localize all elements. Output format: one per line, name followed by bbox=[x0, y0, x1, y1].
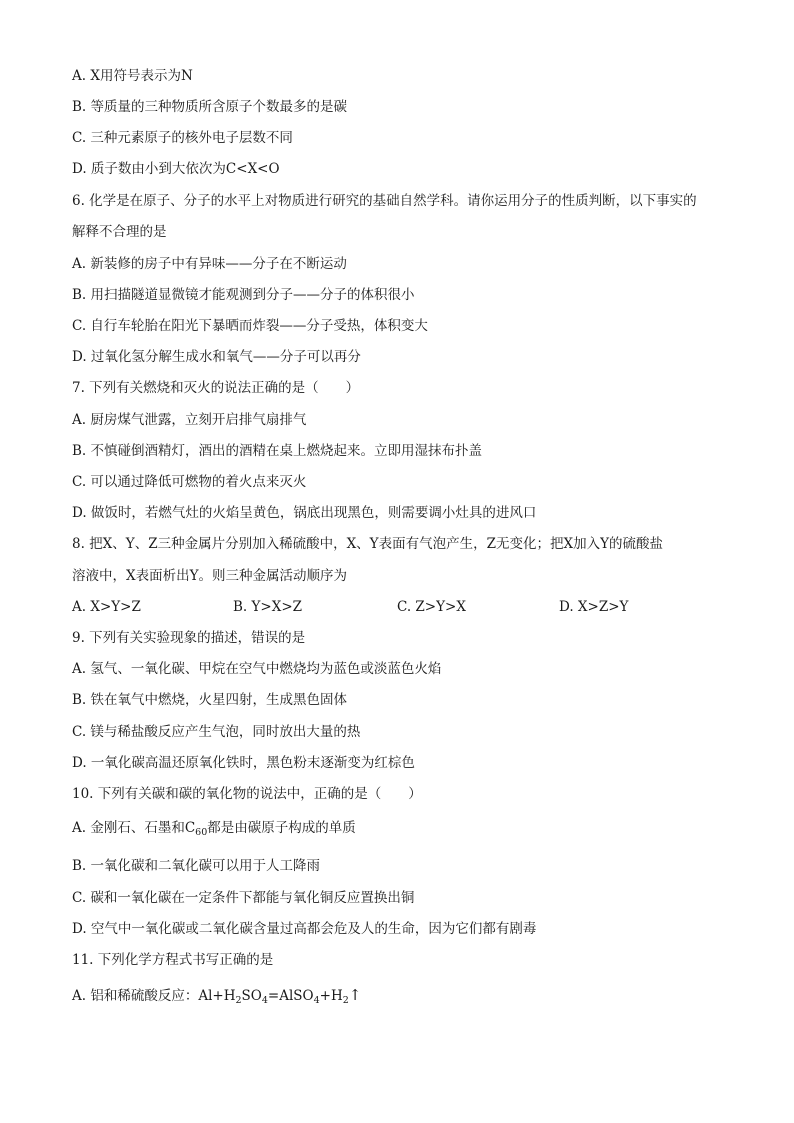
q5-option-c: C. 三种元素原子的核外电子层数不同 bbox=[72, 130, 293, 146]
q11-option-a-text: A. 铝和稀硫酸反应：Al+H bbox=[72, 988, 236, 1004]
q5-option-b: B. 等质量的三种物质所含原子个数最多的是碳 bbox=[72, 99, 348, 115]
q8-option-c: C. Z>Y>X bbox=[397, 599, 466, 615]
q11-option-a bbox=[72, 985, 361, 1006]
q10-stem: 10. 下列有关碳和碳的氧化物的说法中，正确的是（ ） bbox=[72, 786, 422, 802]
q7-option-c: C. 可以通过降低可燃物的着火点来灭火 bbox=[72, 474, 307, 490]
q11-stem: 11. 下列化学方程式书写正确的是 bbox=[72, 952, 274, 968]
q10-option-c: C. 碳和一氧化碳在一定条件下都能与氧化铜反应置换出铜 bbox=[72, 890, 415, 906]
q6-option-a: A. 新装修的房子中有异味——分子在不断运动 bbox=[72, 256, 347, 272]
q11-sub-3: 4 bbox=[313, 995, 320, 1006]
q10-option-a-text: A. 金刚石、石墨和C bbox=[72, 820, 196, 836]
q8-stem-line2: 溶液中，X表面析出Y。则三种金属活动顺序为 bbox=[72, 568, 348, 584]
q8-option-a: A. X>Y>Z bbox=[72, 599, 141, 615]
q5-option-a: A. X用符号表示为N bbox=[72, 68, 193, 84]
q6-option-d: D. 过氧化氢分解生成水和氧气——分子可以再分 bbox=[72, 349, 361, 365]
q10-option-b: B. 一氧化碳和二氧化碳可以用于人工降雨 bbox=[72, 858, 321, 874]
q8-option-b: B. Y>X>Z bbox=[233, 599, 303, 615]
q6-option-c: C. 自行车轮胎在阳光下暴晒而炸裂——分子受热，体积变大 bbox=[72, 318, 428, 334]
q11-sub-2: 4 bbox=[261, 995, 268, 1006]
q10-option-a-subscript: 60 bbox=[195, 827, 208, 838]
q11-formula-part-1: SO bbox=[241, 988, 262, 1004]
q7-option-b: B. 不慎碰倒酒精灯，酒出的酒精在桌上燃烧起来。立即用湿抹布扑盖 bbox=[72, 443, 483, 459]
q7-option-a: A. 厨房煤气泄露，立刻开启排气扇排气 bbox=[72, 412, 307, 428]
q11-formula-part-2: =AlSO bbox=[267, 988, 314, 1004]
q10-option-d: D. 空气中一氧化碳或二氧化碳含量过高都会危及人的生命，因为它们都有剧毒 bbox=[72, 921, 537, 937]
q8-options-row bbox=[72, 597, 732, 617]
q10-option-a bbox=[72, 818, 356, 838]
q5-option-d: D. 质子数由小到大依次为C<X<O bbox=[72, 161, 280, 177]
q6-option-b: B. 用扫描隧道显微镜才能观测到分子——分子的体积很小 bbox=[72, 287, 415, 303]
q11-sub-4: 2 bbox=[342, 995, 349, 1006]
q9-stem: 9. 下列有关实验现象的描述，错误的是 bbox=[72, 630, 306, 646]
q9-option-b: B. 铁在氧气中燃烧，火星四射，生成黑色固体 bbox=[72, 692, 348, 708]
q9-option-d: D. 一氧化碳高温还原氧化铁时，黑色粉末逐渐变为红棕色 bbox=[72, 755, 415, 771]
q10-option-a-text-end: 都是由碳原子构成的单质 bbox=[207, 820, 356, 836]
q11-formula-part-3: +H bbox=[319, 988, 343, 1004]
q8-stem-line1: 8. 把X、Y、Z三种金属片分别加入稀硫酸中，X、Y表面有气泡产生，Z无变化；把X加入Y的硫酸盐 bbox=[72, 536, 663, 552]
q7-stem: 7. 下列有关燃烧和灭火的说法正确的是（ ） bbox=[72, 380, 360, 396]
q9-option-a: A. 氢气、一氧化碳、甲烷在空气中燃烧均为蓝色或淡蓝色火焰 bbox=[72, 661, 442, 677]
q8-option-d: D. X>Z>Y bbox=[559, 599, 629, 615]
gas-arrow-icon: ↑ bbox=[348, 986, 362, 1004]
q6-stem-line1: 6. 化学是在原子、分子的水平上对物质进行研究的基础自然学科。请你运用分子的性质判断，以下事实的 bbox=[72, 193, 697, 209]
q11-sub-1: 2 bbox=[235, 995, 242, 1006]
q7-option-d: D. 做饭时，若燃气灶的火焰呈黄色，锅底出现黑色，则需要调小灶具的进风口 bbox=[72, 505, 537, 521]
q9-option-c: C. 镁与稀盐酸反应产生气泡，同时放出大量的热 bbox=[72, 724, 361, 740]
q6-stem-line2: 解释不合理的是 bbox=[72, 224, 167, 240]
